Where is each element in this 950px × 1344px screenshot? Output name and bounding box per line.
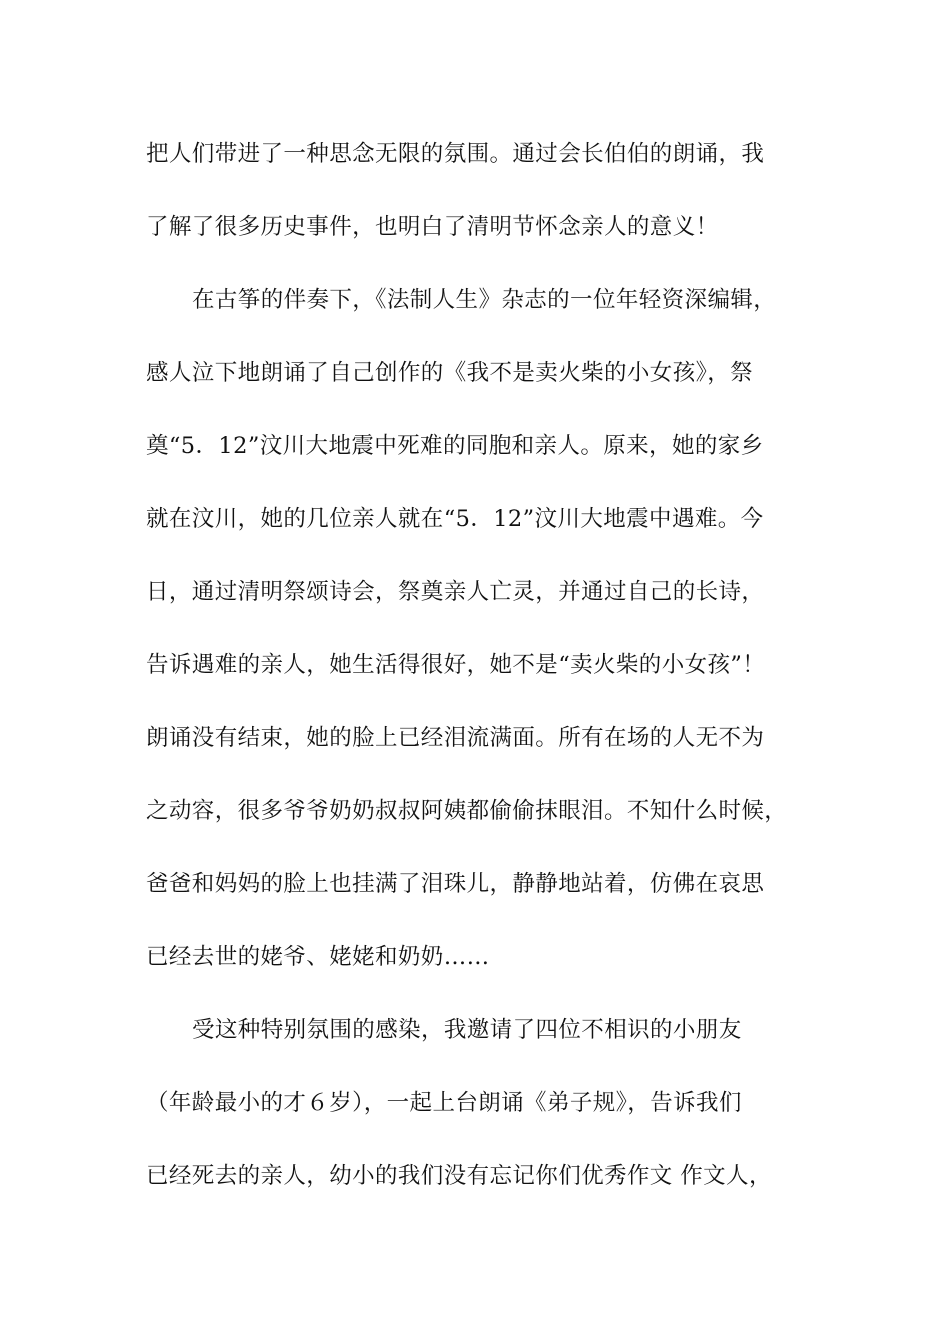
paragraph-start-line: 在古筝的伴奏下，《法制人生》杂志的一位年轻资深编辑，: [192, 287, 777, 313]
text-line: 了解了很多历史事件，也明白了清明节怀念亲人的意义！: [146, 214, 719, 240]
text-line: （年龄最小的才６岁），一起上台朗诵《弟子规》，告诉我们: [146, 1090, 742, 1116]
text-line: 把人们带进了一种思念无限的氛围。通过会长伯伯的朗诵，我: [146, 141, 765, 167]
text-line: 日，通过清明祭颂诗会，祭奠亲人亡灵，并通过自己的长诗，: [146, 579, 765, 605]
text-line: 已经去世的姥爷、姥姥和奶奶……: [146, 944, 490, 970]
text-line: 之动容，很多爷爷奶奶叔叔阿姨都偷偷抹眼泪。不知什么时候，: [146, 798, 788, 824]
text-line: 感人泣下地朗诵了自己创作的《我不是卖火柴的小女孩》，祭: [146, 360, 754, 386]
text-line: 已经死去的亲人，幼小的我们没有忘记你们优秀作文 作文人，: [146, 1163, 772, 1189]
text-line: 奠“5．12”汶川大地震中死难的同胞和亲人。原来，她的家乡: [146, 433, 764, 459]
text-line: 爸爸和妈妈的脸上也挂满了泪珠儿，静静地站着，仿佛在哀思: [146, 871, 765, 897]
paragraph-start-line: 受这种特别氛围的感染，我邀请了四位不相识的小朋友: [192, 1017, 742, 1043]
text-line: 就在汶川，她的几位亲人就在“5．12”汶川大地震中遇难。今: [146, 506, 764, 532]
text-line: 告诉遇难的亲人，她生活得很好，她不是“卖火柴的小女孩”！: [146, 652, 766, 678]
document-body: [146, 124, 826, 1219]
text-line: 朗诵没有结束，她的脸上已经泪流满面。所有在场的人无不为: [146, 725, 765, 751]
